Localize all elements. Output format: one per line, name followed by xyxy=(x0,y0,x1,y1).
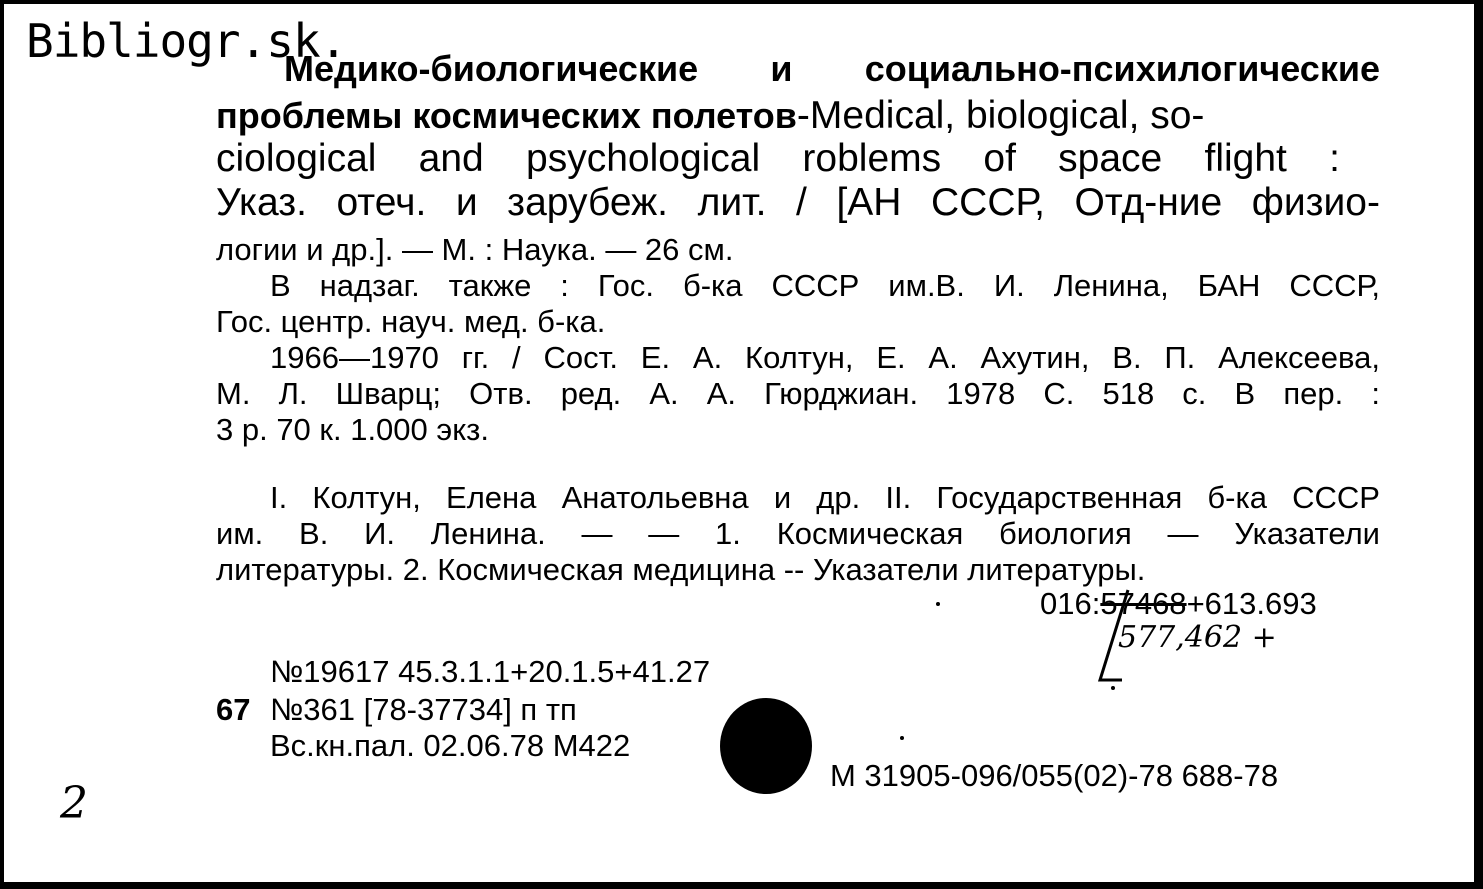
reference-prefix-number: 67 xyxy=(216,692,251,727)
title-bold-1: Медико-биологические и социально-психилогические xyxy=(284,48,1380,89)
reference-line-3: Вс.кн.пал. 02.06.78 М422 xyxy=(270,728,631,763)
subject-line-2: им. В. И. Ленина. — — 1. Космическая биология — Указатели xyxy=(216,516,1380,551)
classification-handwritten: 577,462 + xyxy=(1118,620,1277,655)
subject-line-3: литературы. 2. Космическая медицина -- Указатели литературы. xyxy=(216,552,1146,587)
note-line-1: В надзаг. также : Гос. б-ка СССР им.В. И. Ленина, БАН СССР, xyxy=(270,268,1380,303)
classification-prefix: 016: xyxy=(1040,586,1101,621)
title-bold-2: проблемы космических полетов xyxy=(216,95,797,136)
subject-line-1: I. Колтун, Елена Анатольевна и др. II. Государственная б-ка СССР xyxy=(270,480,1380,515)
note-line-4: М. Л. Шварц; Отв. ред. А. А. Гюрджиан. 1978 С. 518 с. В пер. : xyxy=(216,376,1380,411)
classification-code xyxy=(1040,586,1317,622)
note-line-5: 3 р. 70 к. 1.000 экз. xyxy=(216,412,489,447)
punch-hole-mark xyxy=(720,698,812,794)
title-line-2 xyxy=(216,94,1380,138)
title-line-1 xyxy=(284,48,1380,90)
bottom-code: М 31905-096/055(02)-78 688-78 xyxy=(830,758,1279,793)
imprint-line: логии и др.]. — М. : Наука. — 26 см. xyxy=(216,232,734,267)
note-line-2: Гос. центр. науч. мед. б-ка. xyxy=(216,304,606,339)
reference-line-2: №361 [78-37734] п тп xyxy=(270,692,577,727)
classification-rest: +613.693 xyxy=(1186,586,1317,621)
classification-struck: 57468 xyxy=(1100,586,1187,621)
reference-line-1: №19617 45.3.1.1+20.1.5+41.27 xyxy=(270,654,711,689)
bibliography-stamp: Bibliogr.sk. xyxy=(26,14,347,68)
note-line-3: 1966—1970 гг. / Сост. Е. А. Колтун, Е. А. Ахутин, В. П. Алексеева, xyxy=(270,340,1380,375)
title-line-3: ciological and psychological roblems of space flight : xyxy=(216,137,1340,180)
title-line-4: Указ. отеч. и зарубеж. лит. / [АН СССР, Отд-ние физио- xyxy=(216,181,1380,224)
corner-handwritten-mark: 2 xyxy=(60,778,88,829)
title-english-start: -Medical, biological, so- xyxy=(796,94,1205,137)
